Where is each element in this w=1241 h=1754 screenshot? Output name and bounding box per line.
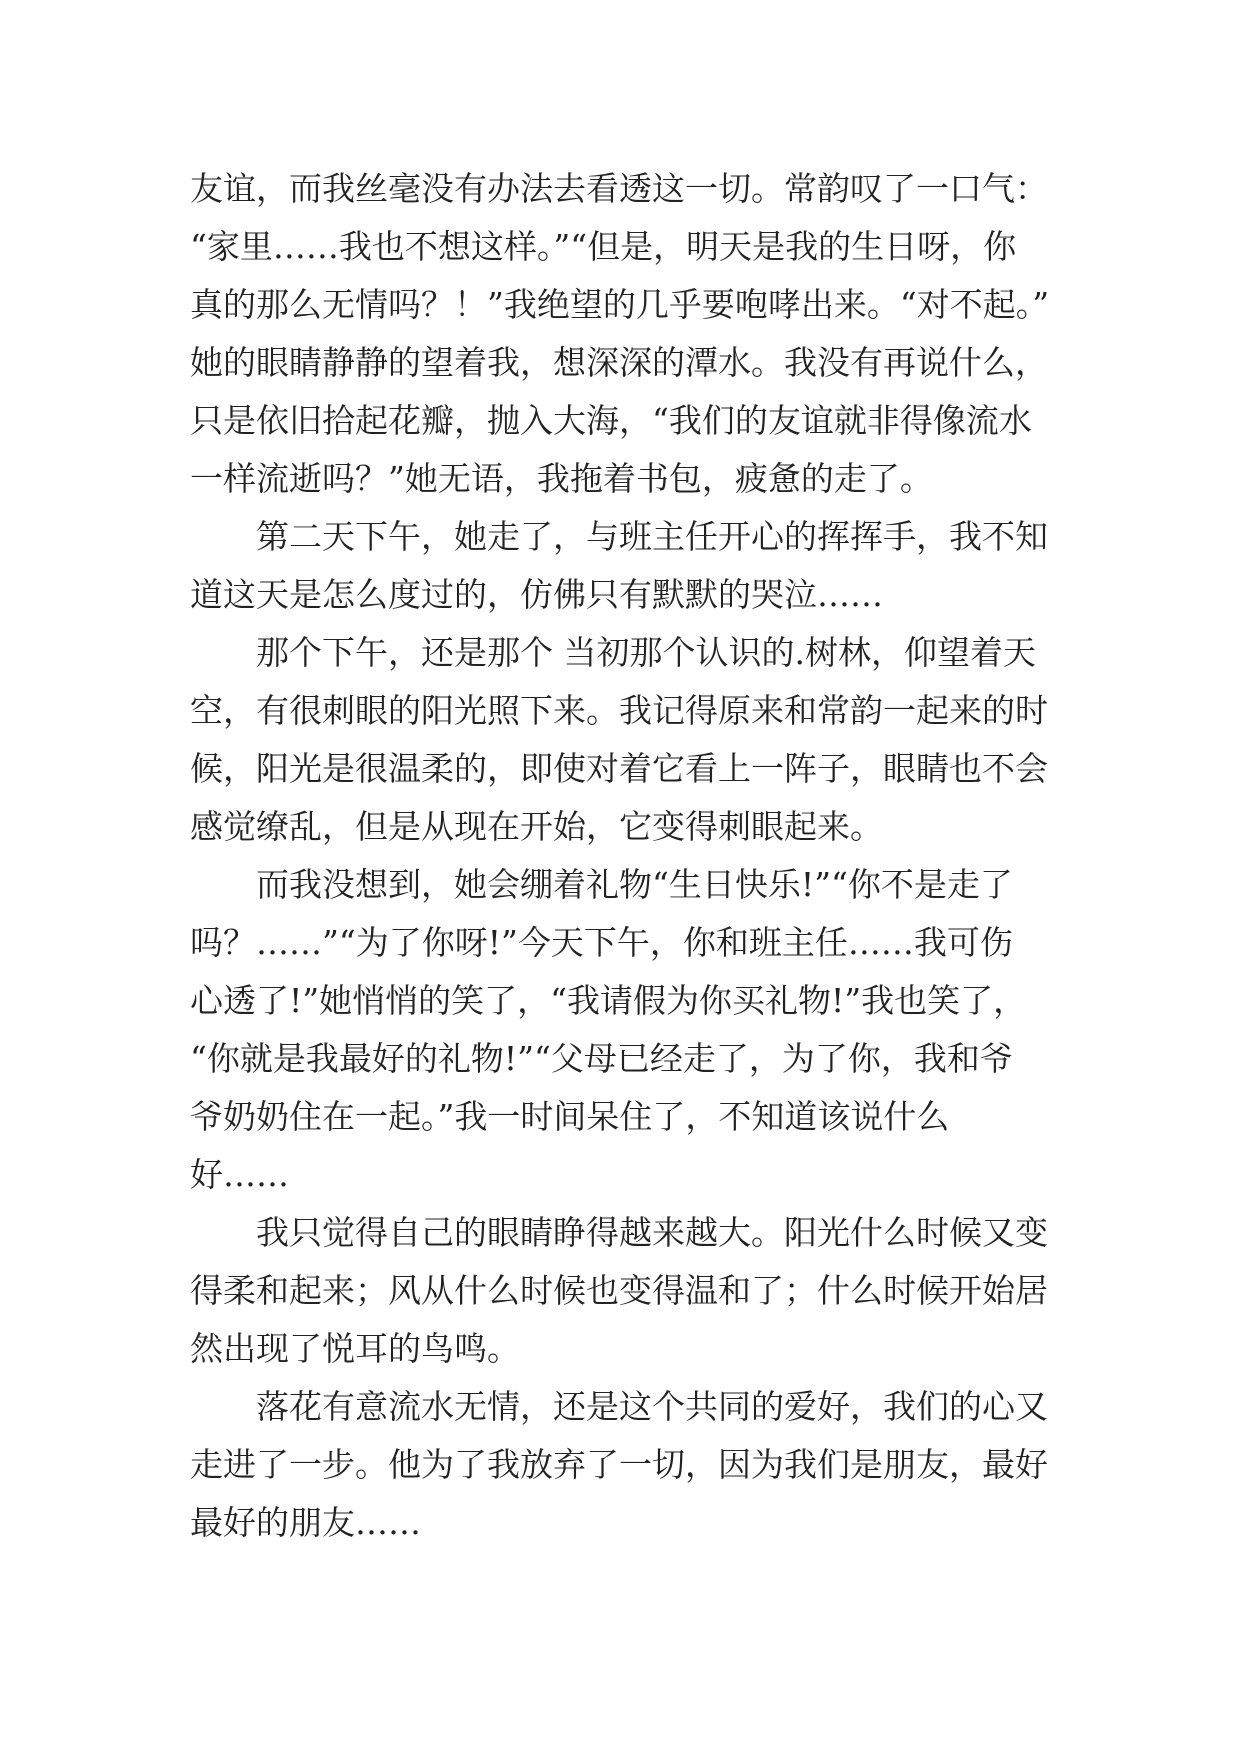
text-line: 真的那么无情吗？！”我绝望的几乎要咆哮出来。“对不起。” (190, 285, 1050, 324)
paragraph-start-line: 那个下午，还是那个 当初那个认识的.树林，仰望着天 (256, 633, 1036, 672)
text-line: 候，阳光是很温柔的，即使对着它看上一阵子，眼睛也不会 (190, 749, 1048, 788)
text-line: 友谊，而我丝毫没有办法去看透这一切。常韵叹了一口气： (190, 169, 1048, 208)
text-line: 心透了!”她悄悄的笑了，“我请假为你买礼物!”我也笑了， (190, 981, 1027, 1020)
text-line: 好…… (190, 1155, 289, 1194)
text-line: 只是依旧拾起花瓣，抛入大海，“我们的友谊就非得像流水 (190, 401, 1032, 440)
text-line: 最好的朋友…… (190, 1503, 421, 1542)
text-line: 道这天是怎么度过的，仿佛只有默默的哭泣…… (190, 575, 883, 614)
paragraph-start-line: 落花有意流水无情，还是这个共同的爱好，我们的心又 (256, 1387, 1048, 1426)
text-line: 走进了一步。他为了我放弃了一切，因为我们是朋友，最好 (190, 1445, 1048, 1484)
text-line: 爷奶奶住在一起。”我一时间呆住了，不知道该说什么 (190, 1097, 950, 1136)
text-line: 感觉缭乱，但是从现在开始，它变得刺眼起来。 (190, 807, 883, 846)
paragraph-start-line: 第二天下午，她走了，与班主任开心的挥挥手，我不知 (256, 517, 1048, 556)
text-line: “你就是我最好的礼物!”“父母已经走了，为了你，我和爷 (190, 1039, 1013, 1078)
article-body (190, 160, 1090, 1552)
text-line: “家里……我也不想这样。”“但是，明天是我的生日呀，你 (190, 227, 1017, 266)
text-line: 然出现了悦耳的鸟鸣。 (190, 1329, 520, 1368)
text-line: 得柔和起来；风从什么时候也变得温和了；什么时候开始居 (190, 1271, 1048, 1310)
text-line: 空，有很刺眼的阳光照下来。我记得原来和常韵一起来的时 (190, 691, 1048, 730)
text-line: 一样流逝吗？”她无语，我拖着书包，疲惫的走了。 (190, 459, 933, 498)
paragraph-start-line: 而我没想到，她会绷着礼物“生日快乐!”“你不是走了 (256, 865, 1013, 904)
paragraph-start-line: 我只觉得自己的眼睛睁得越来越大。阳光什么时候又变 (256, 1213, 1048, 1252)
text-line: 吗？……”“为了你呀!”今天下午，你和班主任……我可伤 (190, 923, 1013, 962)
text-line: 她的眼睛静静的望着我，想深深的潭水。我没有再说什么， (190, 343, 1048, 382)
